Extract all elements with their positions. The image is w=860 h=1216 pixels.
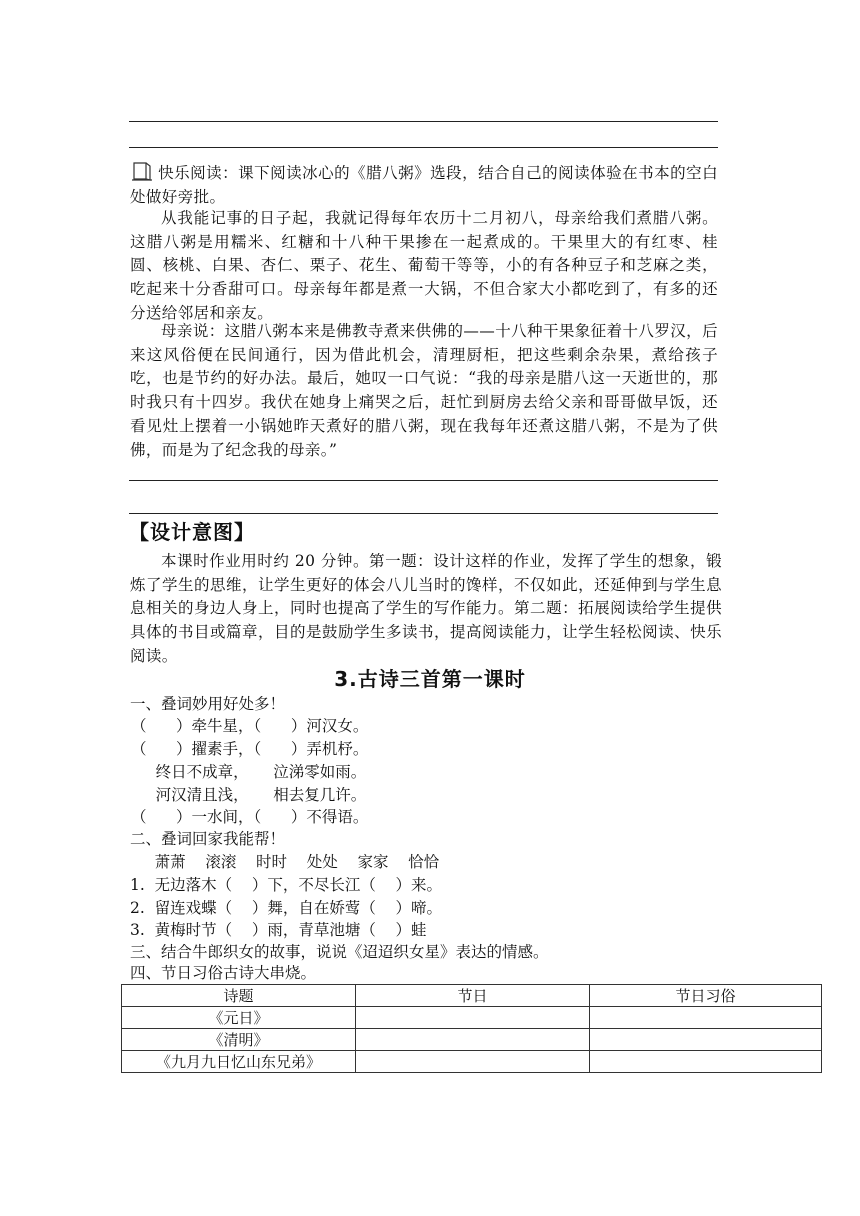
- design-body: 本课时作业用时约 20 分钟。第一题：设计这样的作业，发挥了学生的想象，锻炼了学生的思维，让学生更好的体会八儿当时的馋样，不仅如此，还延伸到与学生息息相关的身边人身上，同时也提高了学生的写作能力。第二题：拓展阅读给学生提供具体的书目或篇章，目的是鼓励学生多读书，提高阅读能力，让学生轻松阅读、快乐阅读。: [130, 552, 722, 665]
- poem-cell: 《元日》: [122, 1007, 356, 1029]
- divider-top-1: [129, 121, 718, 122]
- table-row: [122, 1051, 822, 1073]
- festival-cell[interactable]: [356, 1007, 590, 1029]
- q2-heading: 二、叠词回家我能帮！: [130, 830, 286, 848]
- q1-line-5: （ ）一水间，（ ）不得语。: [131, 808, 369, 826]
- q1-line-4: 河汉清且浅， 相去复几许。: [131, 786, 367, 804]
- table-row: [122, 1029, 822, 1051]
- q1-line-3: 终日不成章， 泣涕零如雨。: [131, 763, 367, 781]
- festival-cell[interactable]: [356, 1029, 590, 1051]
- q2-word-bank: 萧萧 滚滚 时时 处处 家家 恰恰: [130, 853, 440, 871]
- q4-text: 四、节日习俗古诗大串烧。: [130, 964, 317, 982]
- lesson-title: 3.古诗三首第一课时: [334, 667, 526, 691]
- reading-paragraph-2: 母亲说：这腊八粥本来是佛教寺煮来供佛的——十八种干果象征着十八罗汉，后来这风俗便在民间通行，因为借此机会，清理厨柜，把这些剩余杂果，煮给孩子吃，也是节约的好办法。最后，她叹一口气说：“我的母亲是腊八这一天逝世的，那时我只有十四岁。我伏在她身上痛哭之后，赶忙到厨房去给父亲和哥哥做早饭，还看见灶上摆着一小锅她昨天煮好的腊八粥，现在我每年还煮这腊八粥，不是为了供佛，而是为了纪念我的母亲。”: [130, 322, 718, 459]
- q2-item-3: 3. 黄梅时节（ ）雨，青草池塘（ ）蛙: [130, 921, 427, 939]
- design-heading: 【设计意图】: [129, 520, 255, 544]
- poem-cell: 《清明》: [122, 1029, 356, 1051]
- festival-table: [121, 984, 822, 1073]
- divider-top-2: [129, 147, 718, 148]
- header-festival: 节日: [356, 985, 590, 1007]
- q3-text: 三、结合牛郎织女的故事，说说《迢迢织女星》表达的情感。: [130, 943, 549, 961]
- header-poem: 诗题: [122, 985, 356, 1007]
- reading-paragraph-1: 从我能记事的日子起，我就记得每年农历十二月初八，母亲给我们煮腊八粥。 这腊八粥是用糯米、红糖和十八种干果掺在一起煮成的。干果里大的有红枣、桂圆、核桃、白果、杏仁、栗子、花生、葡萄干等等，小的有各种豆子和芝麻之类，吃起来十分香甜可口。母亲每年都是煮一大锅，不但合家大小都吃到了，有多的还分送给邻居和亲友。: [130, 209, 718, 322]
- custom-cell[interactable]: [590, 1051, 822, 1073]
- q1-line-1: （ ）牵牛星，（ ）河汉女。: [131, 717, 369, 735]
- festival-cell[interactable]: [356, 1051, 590, 1073]
- q1-line-2: （ ）擢素手，（ ）弄机杼。: [131, 740, 369, 758]
- table-row: [122, 1007, 822, 1029]
- table-header-row: [122, 985, 822, 1007]
- poem-cell: 《九月九日忆山东兄弟》: [122, 1051, 356, 1073]
- custom-cell[interactable]: [590, 1029, 822, 1051]
- custom-cell[interactable]: [590, 1007, 822, 1029]
- q1-heading: 一、叠词妙用好处多！: [130, 695, 286, 713]
- book-icon: [130, 160, 156, 182]
- reading-title: [130, 160, 718, 209]
- header-custom: 节日习俗: [590, 985, 822, 1007]
- divider-bottom-1: [129, 480, 718, 481]
- divider-bottom-2: [129, 513, 718, 514]
- q2-item-1: 1. 无边落木（ ）下，不尽长江（ ）来。: [130, 876, 443, 894]
- reading-title-text: 快乐阅读：课下阅读冰心的《腊八粥》选段，结合自己的阅读体验在书本的空白处做好旁批。: [130, 164, 718, 206]
- q2-item-2: 2. 留连戏蝶（ ）舞，自在娇莺（ ）啼。: [130, 899, 443, 917]
